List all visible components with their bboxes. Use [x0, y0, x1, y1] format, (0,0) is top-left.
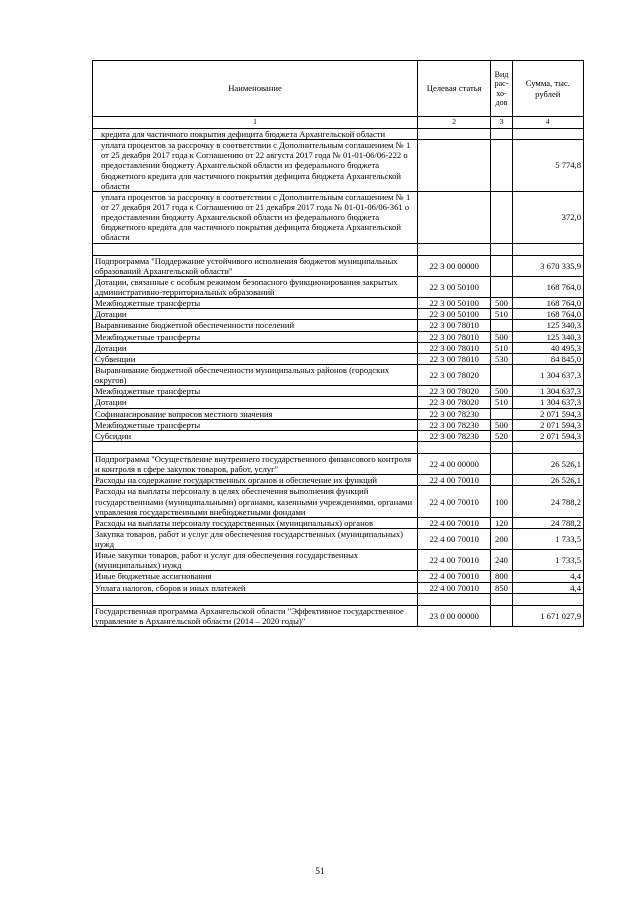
table-row: [93, 386, 584, 397]
table-row: [93, 486, 584, 517]
subprogram-row: [93, 255, 584, 276]
row-sum: 26 526,1: [512, 475, 583, 486]
row-code: 22 3 00 50100: [417, 309, 490, 320]
table-row: [93, 397, 584, 408]
row-sum: 24 788,2: [512, 517, 583, 528]
header-row: [93, 61, 584, 117]
row-code: 22 3 00 50100: [417, 298, 490, 309]
row-name: Иные закупки товаров, работ и услуг для обеспечения государственных (муниципальных) нужд: [93, 550, 418, 571]
row-sum: [512, 129, 583, 140]
row-code: [417, 140, 490, 192]
table-row: [93, 331, 584, 342]
row-name: Дотации: [93, 309, 418, 320]
empty-cell: [491, 441, 512, 453]
row-code: 22 4 00 70010: [417, 528, 490, 549]
row-code: 22 3 00 00000: [417, 255, 490, 276]
row-vid: [491, 191, 512, 243]
row-code: 22 3 00 78230: [417, 430, 490, 441]
row-sum: 5 774,8: [512, 140, 583, 192]
row-name: уплата процентов за рассрочку в соответствии с Дополнительным соглашением № 1 от 25 декабря 2017 года к Соглашению от 22 августа 2017 года № 01-01-06/06-222 о предоставлении бюджету Архангельской области из федерального бюджета бюджетного кредита для частичного покрытия дефицита бюджета Архангельской области: [93, 140, 418, 192]
row-vid: 200: [491, 528, 512, 549]
row-name: Дотации, связанные с особым режимом безопасного функционирования закрытых административно-территориальных образований: [93, 276, 418, 297]
row-vid: 100: [491, 486, 512, 517]
empty-cell: [417, 243, 490, 255]
row-name: Межбюджетные трансферты: [93, 298, 418, 309]
row-name: уплата процентов за рассрочку в соответствии с Дополнительным соглашением № 1 от 27 декабря 2017 года к Соглашению от 21 декабря 2017 года № 01-01-06/06-361 о предоставлении бюджету Архангельской области из федерального бюджета бюджетного кредита для частичного покрытия дефицита бюджета Архангельской области: [93, 191, 418, 243]
table-row: [93, 419, 584, 430]
row-sum: 24 788,2: [512, 486, 583, 517]
row-sum: 40 495,3: [512, 342, 583, 353]
row-sum: 3 670 335,9: [512, 255, 583, 276]
row-vid: 500: [491, 386, 512, 397]
table-row: [93, 276, 584, 297]
row-vid: [491, 475, 512, 486]
row-vid: [491, 140, 512, 192]
row-code: 22 3 00 78010: [417, 353, 490, 364]
column-number: 1: [93, 117, 418, 129]
table-body: [93, 129, 584, 627]
row-name: Расходы на содержание государственных органов и обеспечение их функций: [93, 475, 418, 486]
row-vid: 520: [491, 430, 512, 441]
page-number: 51: [315, 867, 325, 877]
header-sum: Сумма, тыс. рублей: [512, 61, 583, 117]
row-code: 23 0 00 00000: [417, 605, 490, 626]
row-name: Дотации: [93, 397, 418, 408]
row-code: 22 4 00 70010: [417, 571, 490, 582]
row-vid: [491, 276, 512, 297]
table-row: [93, 517, 584, 528]
subprogram-row: [93, 453, 584, 474]
row-vid: [491, 364, 512, 385]
budget-table: [92, 60, 584, 627]
header-vid: Вид рас- хо- дов: [491, 61, 512, 117]
row-name: Субвенции: [93, 353, 418, 364]
row-sum: 1 304 637,3: [512, 364, 583, 385]
empty-cell: [491, 593, 512, 605]
row-vid: [491, 320, 512, 331]
table-row: [93, 309, 584, 320]
row-name: Выравнивание бюджетной обеспеченности поселений: [93, 320, 418, 331]
empty-cell: [491, 243, 512, 255]
row-name: Расходы на выплаты персоналу в целях обеспечения выполнения функций государственными (муниципальными) органами, казенными учреждениями, органами управления государственными внебюджетными фондами: [93, 486, 418, 517]
column-number: 3: [491, 117, 512, 129]
table-row: [93, 140, 584, 192]
table-row: [93, 364, 584, 385]
spacer-row: [93, 243, 584, 255]
row-name: Подпрограмма "Поддержание устойчивого исполнения бюджетов муниципальных образований Архангельской области": [93, 255, 418, 276]
empty-cell: [417, 441, 490, 453]
header-name: Наименование: [93, 61, 418, 117]
row-code: 22 4 00 70010: [417, 550, 490, 571]
row-sum: 26 526,1: [512, 453, 583, 474]
table-row: [93, 191, 584, 243]
row-code: 22 3 00 78230: [417, 419, 490, 430]
row-name: Софинансирование вопросов местного значения: [93, 408, 418, 419]
empty-cell: [93, 243, 418, 255]
table-row: [93, 571, 584, 582]
table-row: [93, 320, 584, 331]
row-sum: 4,4: [512, 571, 583, 582]
empty-cell: [417, 593, 490, 605]
spacer-row: [93, 593, 584, 605]
row-code: 22 4 00 70010: [417, 517, 490, 528]
row-code: 22 3 00 78020: [417, 386, 490, 397]
row-code: 22 3 00 78020: [417, 397, 490, 408]
row-name: Расходы на выплаты персоналу государственных (муниципальных) органов: [93, 517, 418, 528]
table-row: [93, 430, 584, 441]
row-name: Иные бюджетные ассигнования: [93, 571, 418, 582]
row-sum: 125 340,3: [512, 331, 583, 342]
row-sum: 2 071 594,3: [512, 419, 583, 430]
spacer-row: [93, 441, 584, 453]
row-code: 22 3 00 78020: [417, 364, 490, 385]
row-vid: [491, 408, 512, 419]
row-vid: 850: [491, 582, 512, 593]
row-code: 22 3 00 50100: [417, 276, 490, 297]
table-row: [93, 550, 584, 571]
row-code: 22 3 00 78230: [417, 408, 490, 419]
row-code: 22 3 00 78010: [417, 331, 490, 342]
row-name: Межбюджетные трансферты: [93, 419, 418, 430]
table-row: [93, 475, 584, 486]
row-sum: 372,0: [512, 191, 583, 243]
row-vid: 510: [491, 397, 512, 408]
table-row: [93, 298, 584, 309]
row-vid: 120: [491, 517, 512, 528]
row-code: [417, 191, 490, 243]
row-sum: 168 764,0: [512, 309, 583, 320]
row-sum: 1 733,5: [512, 528, 583, 549]
empty-cell: [512, 243, 583, 255]
table-row: [93, 353, 584, 364]
row-vid: 510: [491, 342, 512, 353]
row-code: [417, 129, 490, 140]
row-name: Подпрограмма "Осуществление внутреннего государственного финансового контроля и контроля в сфере закупок товаров, работ, услуг": [93, 453, 418, 474]
row-name: Субсидии: [93, 430, 418, 441]
header-code: Целевая статья: [417, 61, 490, 117]
row-sum: 84 845,0: [512, 353, 583, 364]
row-sum: 1 733,5: [512, 550, 583, 571]
empty-cell: [512, 593, 583, 605]
subprogram-row: [93, 605, 584, 626]
row-vid: 800: [491, 571, 512, 582]
empty-cell: [93, 593, 418, 605]
row-vid: 500: [491, 419, 512, 430]
table-row: [93, 528, 584, 549]
empty-cell: [512, 441, 583, 453]
row-vid: 510: [491, 309, 512, 320]
row-code: 22 4 00 70010: [417, 486, 490, 517]
empty-cell: [93, 441, 418, 453]
row-sum: 1 671 027,9: [512, 605, 583, 626]
row-name: Уплата налогов, сборов и иных платежей: [93, 582, 418, 593]
row-sum: 2 071 594,3: [512, 408, 583, 419]
row-sum: 1 304 637,3: [512, 386, 583, 397]
row-sum: 1 304 637,3: [512, 397, 583, 408]
row-name: Дотации: [93, 342, 418, 353]
row-name: Государственная программа Архангельской области "Эффективное государственное управление в Архангельской области (2014 – 2020 годы)": [93, 605, 418, 626]
table-row: [93, 408, 584, 419]
row-sum: 2 071 594,3: [512, 430, 583, 441]
row-code: 22 4 00 70010: [417, 475, 490, 486]
row-name: Межбюджетные трансферты: [93, 386, 418, 397]
row-vid: 500: [491, 331, 512, 342]
row-vid: [491, 129, 512, 140]
row-name: Выравнивание бюджетной обеспеченности муниципальных районов (городских округов): [93, 364, 418, 385]
table-row: [93, 342, 584, 353]
column-number: 4: [512, 117, 583, 129]
row-code: 22 3 00 78010: [417, 320, 490, 331]
row-sum: 4,4: [512, 582, 583, 593]
row-sum: 168 764,0: [512, 276, 583, 297]
table-row: [93, 129, 584, 140]
table-row: [93, 582, 584, 593]
row-name: Закупка товаров, работ и услуг для обеспечения государственных (муниципальных) нужд: [93, 528, 418, 549]
row-sum: 125 340,3: [512, 320, 583, 331]
row-vid: 530: [491, 353, 512, 364]
column-number-row: [93, 117, 584, 129]
row-name: Межбюджетные трансферты: [93, 331, 418, 342]
row-code: 22 4 00 00000: [417, 453, 490, 474]
row-vid: [491, 453, 512, 474]
row-vid: 500: [491, 298, 512, 309]
row-code: 22 4 00 70010: [417, 582, 490, 593]
row-vid: [491, 605, 512, 626]
row-sum: 168 764,0: [512, 298, 583, 309]
column-number: 2: [417, 117, 490, 129]
row-vid: [491, 255, 512, 276]
row-name: кредита для частичного покрытия дефицита бюджета Архангельской области: [93, 129, 418, 140]
row-vid: 240: [491, 550, 512, 571]
row-code: 22 3 00 78010: [417, 342, 490, 353]
